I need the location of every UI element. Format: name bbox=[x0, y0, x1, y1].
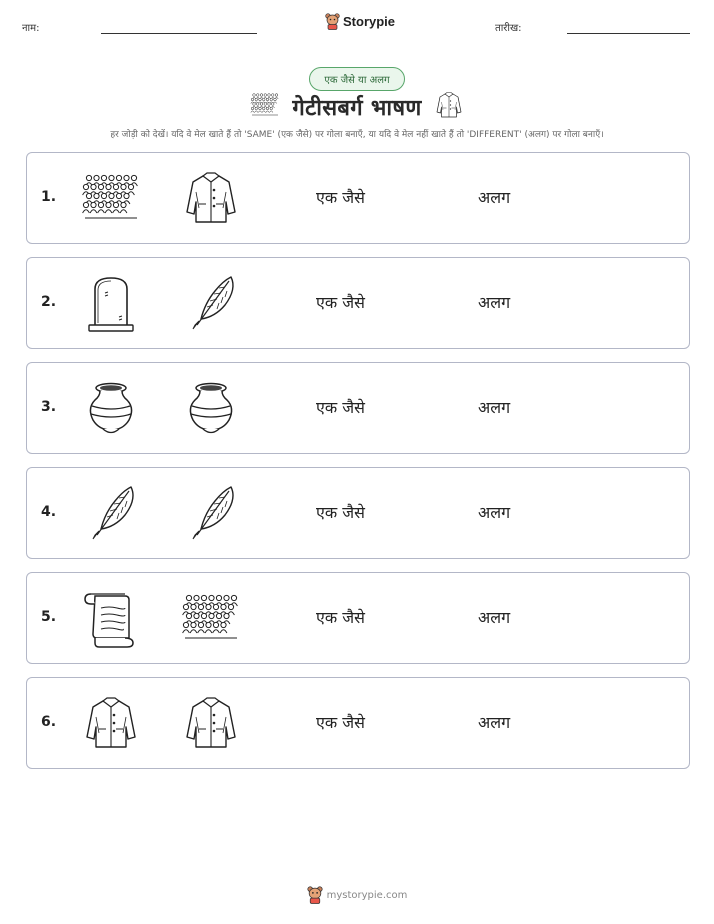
option-different[interactable]: अलग bbox=[478, 503, 511, 522]
option-different[interactable]: अलग bbox=[478, 188, 511, 207]
question-number: 1. bbox=[41, 189, 57, 205]
worksheet-type-badge: एक जैसे या अलग bbox=[309, 67, 405, 91]
gravestone-icon bbox=[81, 273, 141, 333]
footer-bear-icon bbox=[307, 886, 323, 904]
coat-icon bbox=[81, 693, 141, 753]
quill-icon bbox=[181, 273, 241, 333]
brand-name: Storypie bbox=[343, 14, 396, 29]
crowd-icon bbox=[181, 588, 241, 648]
coat-icon bbox=[181, 693, 241, 753]
pot-icon bbox=[181, 378, 241, 438]
instructions: हर जोड़ी को देखें। यदि वे मेल खाते हैं तो 'SAME' (एक जैसे) पर गोला बनाएँ, या यदि वे मेल नहीं खाते हैं तो 'DIFFERENT' (अलग) पर गोला बनाएँ। bbox=[110, 130, 604, 140]
question-number: 4. bbox=[41, 504, 57, 520]
date-line[interactable] bbox=[567, 33, 690, 34]
footer-url[interactable]: mystorypie.com bbox=[326, 889, 408, 901]
quill-icon bbox=[181, 483, 241, 543]
option-same[interactable]: एक जैसे bbox=[316, 608, 365, 627]
question-card bbox=[26, 152, 690, 244]
question-card bbox=[26, 677, 690, 769]
date-label: तारीख: bbox=[495, 23, 522, 34]
question-number: 3. bbox=[41, 399, 57, 415]
pot-icon bbox=[81, 378, 141, 438]
brand-logo bbox=[325, 13, 395, 30]
question-card bbox=[26, 467, 690, 559]
option-same[interactable]: एक जैसे bbox=[316, 713, 365, 732]
title-row bbox=[0, 90, 714, 124]
question-number: 6. bbox=[41, 714, 57, 730]
option-different[interactable]: अलग bbox=[478, 608, 511, 627]
option-same[interactable]: एक जैसे bbox=[316, 398, 365, 417]
option-different[interactable]: अलग bbox=[478, 398, 511, 417]
bear-icon bbox=[325, 13, 340, 30]
title-crowd-icon bbox=[250, 90, 280, 124]
option-same[interactable]: एक जैसे bbox=[316, 293, 365, 312]
crowd-icon bbox=[81, 168, 141, 228]
option-same[interactable]: एक जैसे bbox=[316, 503, 365, 522]
question-number: 2. bbox=[41, 294, 57, 310]
scroll-icon bbox=[81, 588, 141, 648]
quill-icon bbox=[81, 483, 141, 543]
option-different[interactable]: अलग bbox=[478, 713, 511, 732]
question-card bbox=[26, 257, 690, 349]
question-number: 5. bbox=[41, 609, 57, 625]
option-same[interactable]: एक जैसे bbox=[316, 188, 365, 207]
footer bbox=[0, 886, 714, 904]
coat-icon bbox=[181, 168, 241, 228]
title-coat-icon bbox=[434, 90, 464, 124]
option-different[interactable]: अलग bbox=[478, 293, 511, 312]
name-label: नाम: bbox=[22, 23, 40, 34]
question-card bbox=[26, 572, 690, 664]
worksheet-title: गेटीसबर्ग भाषण bbox=[292, 96, 422, 121]
question-card bbox=[26, 362, 690, 454]
name-line[interactable] bbox=[101, 33, 257, 34]
